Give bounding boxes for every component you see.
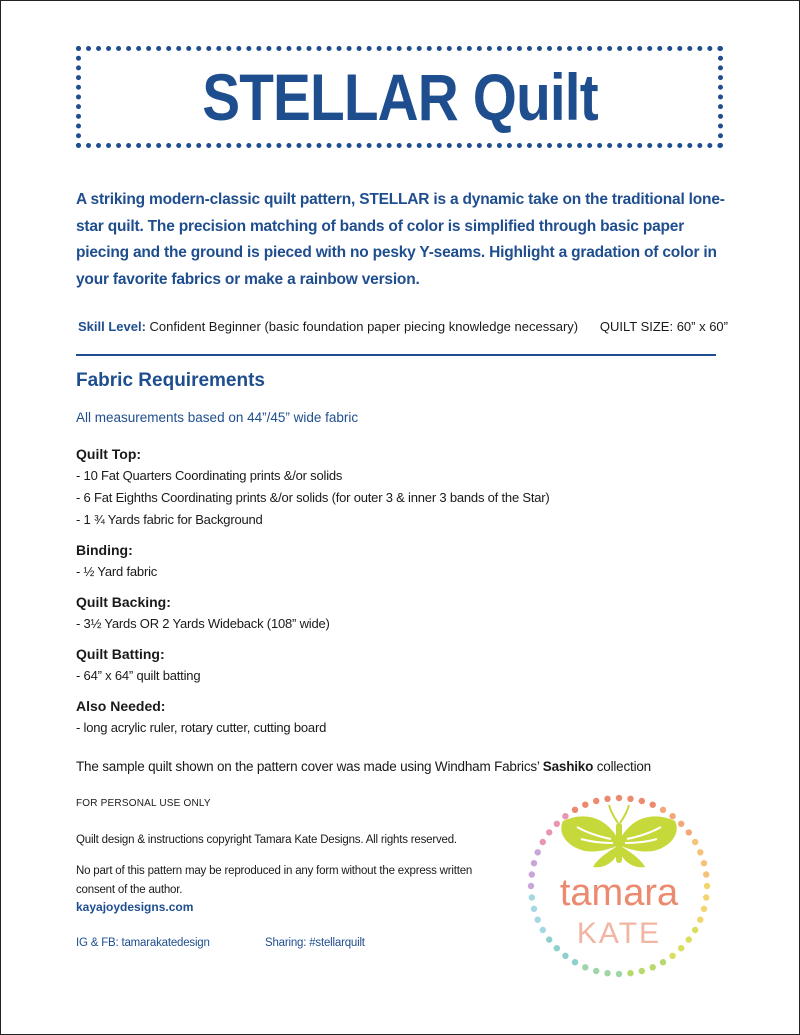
logo-dot (692, 927, 698, 933)
list-item: - ½ Yard fabric (76, 564, 158, 579)
logo-dot (529, 871, 535, 877)
skill-level-value: Confident Beginner (basic foundation paper piecing knowledge necessary) (149, 319, 579, 334)
tamara-kate-logo (519, 791, 719, 981)
logo-dot (540, 927, 546, 933)
requirements-list (76, 444, 716, 748)
logo-dot (650, 802, 656, 808)
fabric-heading: Fabric Requirements (76, 370, 265, 391)
logo-dot (650, 964, 656, 970)
logo-line-2: KATE (576, 917, 662, 950)
sharing-hashtag: Sharing: #stellarquilt (265, 937, 365, 949)
list-item: - 64” x 64” quilt batting (76, 668, 201, 683)
sample-text: The sample quilt shown on the pattern cover was made using Windham Fabrics’ (76, 759, 543, 774)
logo-dot (701, 906, 707, 912)
logo-dot (554, 821, 560, 827)
logo-dot (531, 906, 537, 912)
logo-dot (678, 945, 684, 951)
logo-dot (678, 821, 684, 827)
logo-dot (562, 953, 568, 959)
logo-dot (528, 883, 534, 889)
section-heading: Quilt Top: (76, 446, 142, 462)
intro-paragraph: A striking modern-classic quilt pattern, STELLAR is a dynamic take on the traditional lone-star quilt. The precision matching of bands of color is simplified through basic paper piecing and the ground is pieced with no pesky Y-seams. Highlight a gradation of color in your favorite fabrics or make a rainbow version. (76, 191, 725, 288)
logo-dot (604, 970, 610, 976)
logo-dot (697, 917, 703, 923)
logo-dot (703, 894, 709, 900)
logo-dot (604, 796, 610, 802)
section-heading: Quilt Backing: (76, 594, 171, 610)
logo-dot (572, 959, 578, 965)
butterfly-icon (561, 805, 676, 867)
logo-dot (582, 964, 588, 970)
sample-suffix: collection (593, 759, 651, 774)
logo-dot (692, 839, 698, 845)
social-handle: IG & FB: tamarakatedesign (76, 937, 210, 949)
logo-dot (639, 798, 645, 804)
logo-dot (669, 953, 675, 959)
personal-use-note: FOR PERSONAL USE ONLY (76, 798, 211, 809)
sample-note (76, 759, 651, 774)
section-heading: Quilt Batting: (76, 646, 165, 662)
logo-dot (529, 894, 535, 900)
quilt-size: QUILT SIZE: 60” x 60” (599, 319, 728, 334)
list-item: - 6 Fat Eighths Coordinating prints &/or solids (for outer 3 & inner 3 bands of the Star) (76, 490, 550, 505)
logo-dot (572, 807, 578, 813)
fabric-note: All measurements based on 44”/45” wide fabric (76, 410, 359, 425)
website-link[interactable]: kayajoydesigns.com (76, 900, 194, 914)
logo-dot (669, 813, 675, 819)
reproduction-note: No part of this pattern may be reproduced in any form without the express written consent of the author. (76, 865, 473, 896)
divider (76, 354, 716, 356)
copyright-note: Quilt design & instructions copyright Tamara Kate Designs. All rights reserved. (76, 834, 457, 846)
logo-dot (686, 829, 692, 835)
logo-dot (616, 971, 622, 977)
logo-dot (535, 917, 541, 923)
logo-dot (616, 795, 622, 801)
logo-dot (546, 829, 552, 835)
logo-dot (546, 936, 552, 942)
section-binding (76, 540, 716, 583)
logo-dot (562, 813, 568, 819)
logo-dot (535, 849, 541, 855)
section-heading: Also Needed: (76, 698, 166, 714)
logo-dot (593, 968, 599, 974)
logo-dot (531, 860, 537, 866)
logo-dot (660, 959, 666, 965)
list-item: - 3½ Yards OR 2 Yards Wideback (108” wide) (76, 616, 330, 631)
page-title: STELLAR Quilt (201, 60, 598, 134)
logo-dot (660, 807, 666, 813)
logo-dot (697, 849, 703, 855)
logo-dot (686, 936, 692, 942)
logo-dot (701, 860, 707, 866)
logo-dot (540, 839, 546, 845)
section-heading: Binding: (76, 542, 133, 558)
list-item: - 1 ¾ Yards fabric for Background (76, 512, 263, 527)
logo-dot (554, 945, 560, 951)
logo-dot (593, 798, 599, 804)
title-frame (76, 46, 723, 148)
section-quilt-top (76, 444, 716, 531)
skill-level-label: Skill Level: (78, 319, 146, 334)
list-item: - long acrylic ruler, rotary cutter, cutting board (76, 720, 327, 735)
collection-name: Sashiko (542, 759, 594, 774)
section-also-needed (76, 696, 716, 739)
logo-line-1: tamara (559, 872, 679, 914)
skill-row (78, 318, 728, 336)
logo-dot (627, 970, 633, 976)
logo-dot (703, 871, 709, 877)
logo-dot (582, 802, 588, 808)
section-backing (76, 592, 716, 635)
logo-dot (627, 796, 633, 802)
logo-dot (704, 883, 710, 889)
section-batting (76, 644, 716, 687)
list-item: - 10 Fat Quarters Coordinating prints &/or solids (76, 468, 343, 483)
logo-dot (639, 968, 645, 974)
